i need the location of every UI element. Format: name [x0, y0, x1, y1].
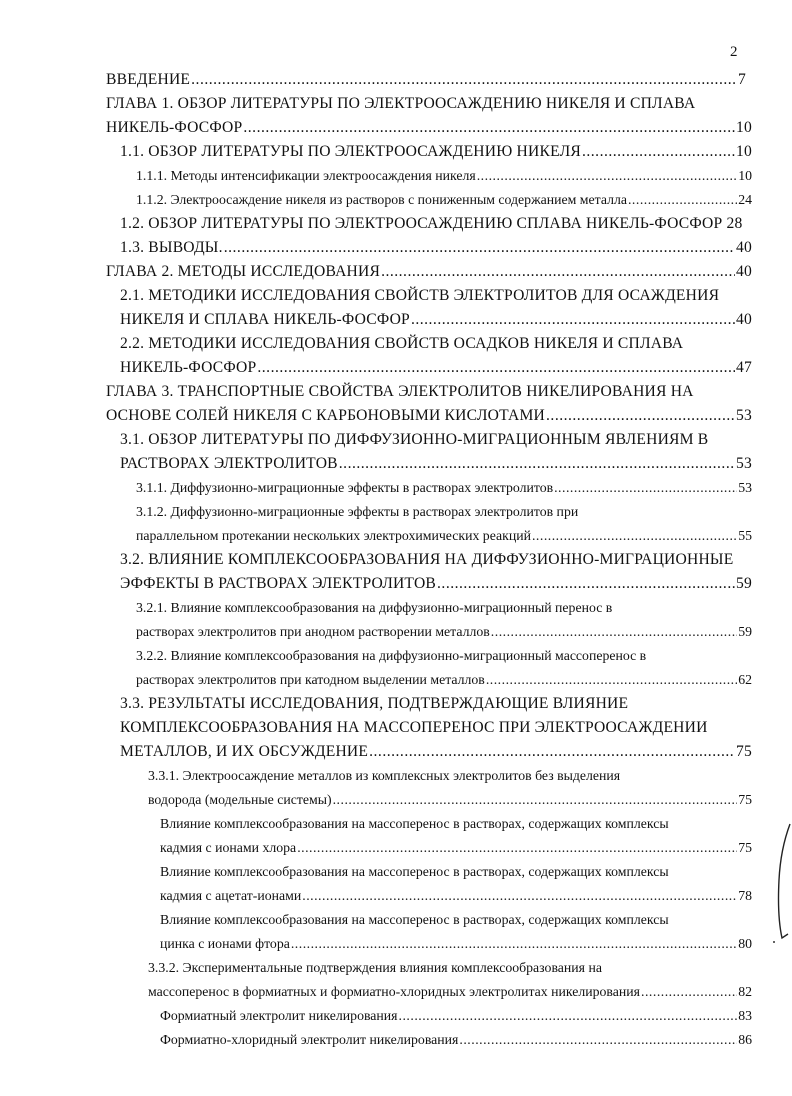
- margin-pen-mark: [770, 820, 792, 960]
- toc-entry: МЕТАЛЛОВ, И ИХ ОБСУЖДЕНИЕ ..... 75: [120, 740, 752, 764]
- toc-entry: 1.3. ВЫВОДЫ. ..... 40: [120, 236, 752, 260]
- toc-entry: цинка с ионами фтора ..... 80: [160, 932, 752, 956]
- toc-entry: НИКЕЛЬ-ФОСФОР ..... 47: [120, 356, 752, 380]
- toc-entry: массоперенос в формиатных и формиатно-хлоридных электролитах никелирования ..... 82: [148, 980, 752, 1004]
- toc-entry: ГЛАВА 3. ТРАНСПОРТНЫЕ СВОЙСТВА ЭЛЕКТРОЛИТОВ НИКЕЛИРОВАНИЯ НА: [106, 383, 694, 400]
- toc-entry: РАСТВОРАХ ЭЛЕКТРОЛИТОВ ..... 53: [120, 452, 752, 476]
- toc-entry: ОСНОВЕ СОЛЕЙ НИКЕЛЯ С КАРБОНОВЫМИ КИСЛОТАМИ ..... 53: [106, 404, 752, 428]
- toc-entry: 2.2. МЕТОДИКИ ИССЛЕДОВАНИЯ СВОЙСТВ ОСАДКОВ НИКЕЛЯ И СПЛАВА: [120, 335, 684, 352]
- toc-entry: 3.3. РЕЗУЛЬТАТЫ ИССЛЕДОВАНИЯ, ПОДТВЕРЖДАЮЩИЕ ВЛИЯНИЕ: [120, 695, 629, 712]
- toc-entry: 3.1.1. Диффузионно-миграционные эффекты в растворах электролитов ..... 53: [136, 476, 752, 500]
- toc-entry: 3.1.2. Диффузионно-миграционные эффекты в растворах электролитов при: [136, 504, 579, 519]
- toc-entry: ВВЕДЕНИЕ ..... 7: [106, 68, 746, 92]
- toc-entry: 3.3.1. Электроосаждение металлов из комплексных электролитов без выделения: [148, 768, 621, 783]
- toc-entry: Формиатно-хлоридный электролит никелирования ..... 86: [160, 1028, 752, 1052]
- toc-entry: 1.1. ОБЗОР ЛИТЕРАТУРЫ ПО ЭЛЕКТРООСАЖДЕНИЮ НИКЕЛЯ ..... 10: [120, 140, 752, 164]
- toc-entry: растворах электролитов при катодном выделении металлов ..... 62: [136, 668, 752, 692]
- toc-entry: 2.1. МЕТОДИКИ ИССЛЕДОВАНИЯ СВОЙСТВ ЭЛЕКТРОЛИТОВ ДЛЯ ОСАЖДЕНИЯ: [120, 287, 720, 304]
- toc-entry: НИКЕЛЬ-ФОСФОР ..... 10: [106, 116, 752, 140]
- toc-entry: 1.1.1. Методы интенсификации электроосаждения никеля ..... 10: [136, 164, 752, 188]
- toc-entry: 3.2.1. Влияние комплексообразования на диффузионно-миграционный перенос в: [136, 600, 613, 615]
- toc-entry: кадмия с ионами хлора ..... 75: [160, 836, 752, 860]
- toc-entry: ЭФФЕКТЫ В РАСТВОРАХ ЭЛЕКТРОЛИТОВ ..... 59: [120, 572, 752, 596]
- page-number: 2: [730, 44, 738, 60]
- toc-entry: НИКЕЛЯ И СПЛАВА НИКЕЛЬ-ФОСФОР ..... 40: [120, 308, 752, 332]
- toc-entry: Влияние комплексообразования на массоперенос в растворах, содержащих комплексы: [160, 912, 669, 927]
- toc-entry: ГЛАВА 2. МЕТОДЫ ИССЛЕДОВАНИЯ ..... 40: [106, 260, 752, 284]
- toc-entry: 3.2.2. Влияние комплексообразования на диффузионно-миграционный массоперенос в: [136, 648, 647, 663]
- toc-entry: параллельном протекании нескольких электрохимических реакций ..... 55: [136, 524, 752, 548]
- toc-entry: растворах электролитов при анодном растворении металлов ..... 59: [136, 620, 752, 644]
- toc-entry: 1.2. ОБЗОР ЛИТЕРАТУРЫ ПО ЭЛЕКТРООСАЖДЕНИЮ СПЛАВА НИКЕЛЬ-ФОСФОР 28: [120, 215, 743, 232]
- toc-entry: ГЛАВА 1. ОБЗОР ЛИТЕРАТУРЫ ПО ЭЛЕКТРООСАЖДЕНИЮ НИКЕЛЯ И СПЛАВА: [106, 95, 696, 112]
- toc-entry: 3.3.2. Экспериментальные подтверждения влияния комплексообразования на: [148, 960, 602, 975]
- toc-entry: водорода (модельные системы) ..... 75: [148, 788, 752, 812]
- toc-entry: Формиатный электролит никелирования ..... 83: [160, 1004, 752, 1028]
- toc-entry: Влияние комплексообразования на массоперенос в растворах, содержащих комплексы: [160, 864, 669, 879]
- toc-entry: 1.1.2. Электроосаждение никеля из растворов с пониженным содержанием металла ..... 24: [136, 188, 752, 212]
- toc-entry: 3.2. ВЛИЯНИЕ КОМПЛЕКСООБРАЗОВАНИЯ НА ДИФФУЗИОННО-МИГРАЦИОННЫЕ: [120, 551, 734, 568]
- toc-entry: кадмия с ацетат-ионами ..... 78: [160, 884, 752, 908]
- toc-entry: Влияние комплексообразования на массоперенос в растворах, содержащих комплексы: [160, 816, 669, 831]
- toc-entry: 3.1. ОБЗОР ЛИТЕРАТУРЫ ПО ДИФФУЗИОННО-МИГРАЦИОННЫМ ЯВЛЕНИЯМ В: [120, 431, 709, 448]
- toc-entry: КОМПЛЕКСООБРАЗОВАНИЯ НА МАССОПЕРЕНОС ПРИ ЭЛЕКТРООСАЖДЕНИИ: [120, 719, 708, 736]
